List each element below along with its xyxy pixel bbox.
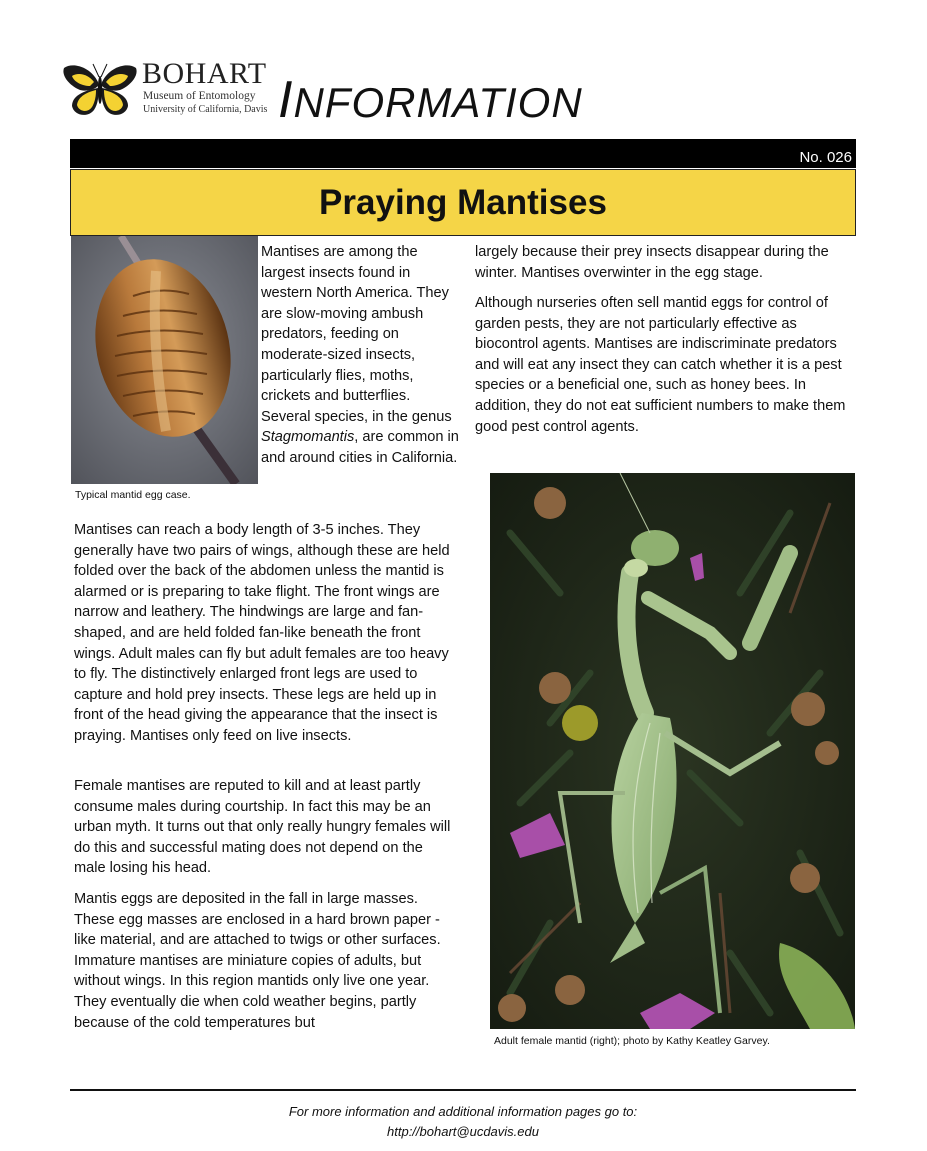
paragraph-eggs: Mantis eggs are deposited in the fall in large masses. These egg masses are enclosed in a hard brown paper -like material, and are attached to twigs or other surfaces. Immature mantises are miniature copies of adults, but without wings. In this region mantids only live one year. They eventually die when cold weather begins, partly because of the cold temperatures but <box>74 891 441 1031</box>
header-bar <box>70 139 856 168</box>
title-banner <box>70 169 856 236</box>
logo-subtitle-museum: Museum of Entomology <box>143 90 256 102</box>
intro-text-end: , are common in and around cities in California. <box>261 429 459 466</box>
information-heading <box>278 72 583 131</box>
footer-divider <box>70 1089 856 1091</box>
paragraph-biocontrol: Although nurseries often sell mantid eggs for control of garden pests, they are not particularly effective as biocontrol agents. Mantises are indiscriminate predators and will eat any insect they can catch whether it is a pest species or a beneficial one, such as honey bees. In addition, they do not eat sufficient numbers to make them good pest control agents. <box>475 295 846 435</box>
butterfly-icon <box>62 60 138 118</box>
paragraph-body-length: Mantises can reach a body length of 3-5 inches. They generally have two pairs of wings, although these are held folded over the back of the abdomen unless the mantid is alarmed or is preparing to take flight. The front wings are narrow and leathery. The hindwings are large and fan-shaped, and are held folded fan-like beneath the front wings. Adult males can fly but adult females are too heavy to fly. The distinctively enlarged front legs are used to capture and hold prey insects. These legs are held up in front of the head giving the appearance that the insect is praying. Mantises only feed on live insects. <box>74 522 450 744</box>
information-heading-rest: NFORMATION <box>293 79 583 126</box>
page-title: Praying Mantises <box>319 183 607 222</box>
egg-case-image <box>71 236 258 484</box>
adult-mantis-caption: Adult female mantid (right); photo by Kathy Keatley Garvey. <box>494 1035 770 1047</box>
information-heading-initial: I <box>278 71 294 129</box>
mantis-image <box>490 473 855 1029</box>
adult-mantis-photo <box>490 473 855 1029</box>
footer-more-info-text: For more information and additional information pages go to: <box>288 1104 638 1119</box>
intro-text-start: Mantises are among the largest insects found in western North America. They are slow-moving ambush predators, feeding on moderate-sized insects, particularly flies, moths, crickets and butterflies. Several species, in the genus <box>261 244 452 425</box>
paragraph-overwinter: largely because their prey insects disappear during the winter. Mantises overwinter in the egg stage. <box>475 244 829 281</box>
genus-name: Stagmomantis <box>261 429 355 446</box>
intro-paragraph <box>261 242 461 469</box>
logo-subtitle-university: University of California, Davis <box>143 104 268 115</box>
bohart-logo <box>62 58 267 122</box>
paragraph-courtship: Female mantises are reputed to kill and at least partly consume males during courtship. In fact this may be an urban myth. It turns out that only really hungry females will do this and successful mating does not depend on the male losing his head. <box>74 778 451 877</box>
document-number: No. 026 <box>799 149 852 166</box>
logo-brand-text: BOHART <box>142 57 267 90</box>
footer-link[interactable]: http://bohart@ucdavis.edu <box>387 1124 539 1139</box>
egg-case-photo <box>71 236 258 484</box>
egg-case-caption: Typical mantid egg case. <box>75 489 191 501</box>
